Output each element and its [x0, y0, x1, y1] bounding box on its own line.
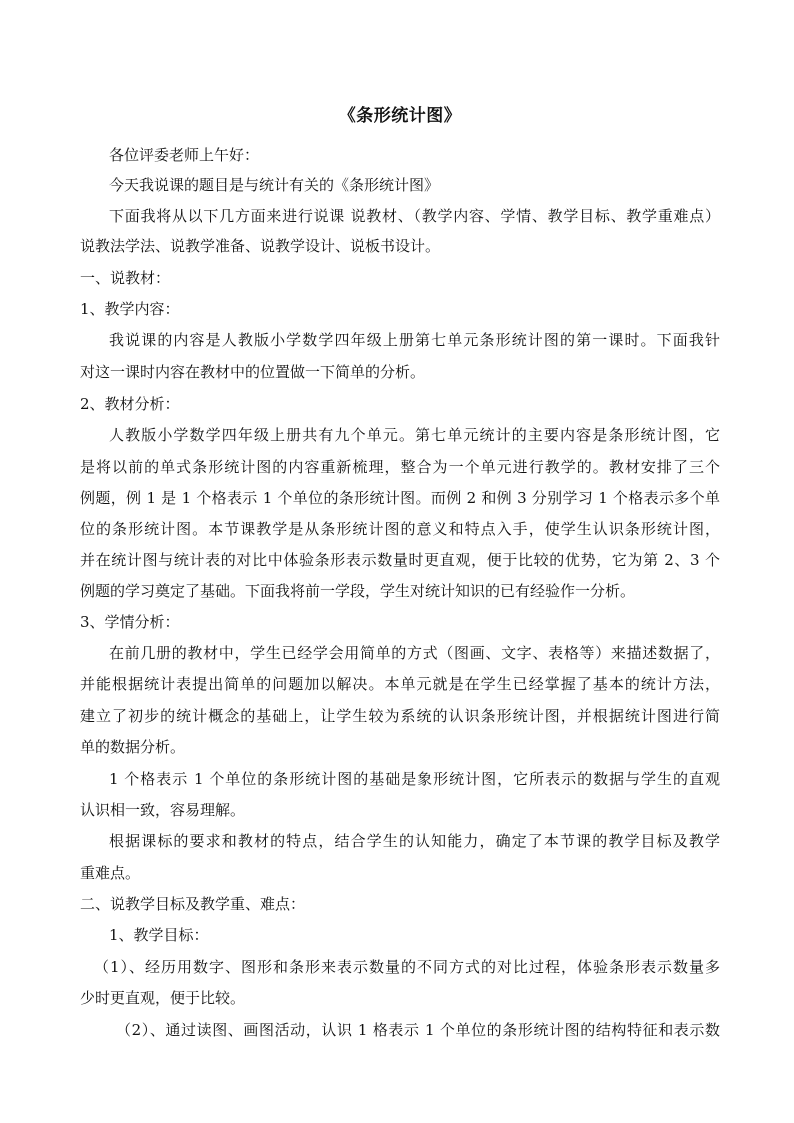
paragraph-line: 例题的学习奠定了基础。下面我将前一学段，学生对统计知识的已有经验作一分析。 [80, 582, 636, 600]
paragraph-line: 认识相一致，容易理解。 [80, 801, 246, 819]
subsection-heading: 1、教学目标： [109, 926, 209, 944]
paragraph-line: 人教版小学数学四年级上册共有九个单元。第七单元统计的主要内容是条形统计图，它 [109, 426, 720, 444]
section-heading: 二、说教学目标及教学重、难点： [80, 895, 306, 913]
subsection-heading: 1、教学内容： [80, 300, 180, 318]
subsection-heading: 3、学情分析： [80, 613, 180, 631]
document-page [80, 0, 720, 1123]
document-title: 《条形统计图》 [338, 106, 462, 126]
paragraph-line: 对这一课时内容在教材中的位置做一下简单的分析。 [80, 363, 426, 381]
paragraph-line: 位的条形统计图。本节课教学是从条形统计图的意义和特点入手，使学生认识条形统计图， [80, 520, 720, 538]
paragraph-line: 我说课的内容是人教版小学数学四年级上册第七单元条形统计图的第一课时。下面我针 [109, 331, 720, 349]
paragraph-line: 1 个格表示 1 个单位的条形统计图的基础是象形统计图，它所表示的数据与学生的直观 [109, 770, 720, 788]
paragraph-line: 下面我将从以下几方面来进行说课 说教材、（教学内容、学情、教学目标、教学重难点） [109, 207, 720, 225]
paragraph-line: 并在统计图与统计表的对比中体验条形表示数量时更直观，便于比较的优势，它为第 2、3 个 [80, 551, 720, 569]
paragraph-line: 重难点。 [80, 864, 141, 882]
paragraph-line: 各位评委老师上午好： [109, 146, 260, 164]
paragraph-line: 说教法学法、说教学准备、说教学设计、说板书设计。 [80, 237, 441, 255]
paragraph-line: 根据课标的要求和教材的特点，结合学生的认知能力，确定了本节课的教学目标及教学 [109, 832, 720, 850]
paragraph-line: 并能根据统计表提出简单的问题加以解决。本单元就是在学生已经掌握了基本的统计方法， [80, 675, 720, 693]
paragraph-line: 少时更直观，便于比较。 [80, 989, 246, 1007]
paragraph-line: 今天我说课的题目是与统计有关的《条形统计图》 [109, 176, 440, 194]
paragraph-line: 是将以前的单式条形统计图的内容重新梳理，整合为一个单元进行教学的。教材安排了三个 [80, 458, 720, 476]
paragraph-line: 例题，例 1 是 1 个格表示 1 个单位的条形统计图。而例 2 和例 3 分别学习 1 个格表示多个单 [80, 489, 720, 507]
subsection-heading: 2、教材分析： [80, 395, 180, 413]
paragraph-line: 单的数据分析。 [80, 738, 186, 756]
paragraph-line: （1）、经历用数字、图形和条形来表示数量的不同方式的对比过程，体验条形表示数量多 [94, 958, 720, 976]
paragraph-line: （2）、通过读图、画图活动，认识 1 格表示 1 个单位的条形统计图的结构特征和表示数 [116, 1021, 720, 1039]
section-heading: 一、说教材： [80, 269, 171, 287]
paragraph-line: 在前几册的教材中，学生已经学会用简单的方式（图画、文字、表格等）来描述数据了， [109, 644, 720, 662]
paragraph-line: 建立了初步的统计概念的基础上，让学生较为系统的认识条形统计图，并根据统计图进行简 [80, 707, 720, 725]
